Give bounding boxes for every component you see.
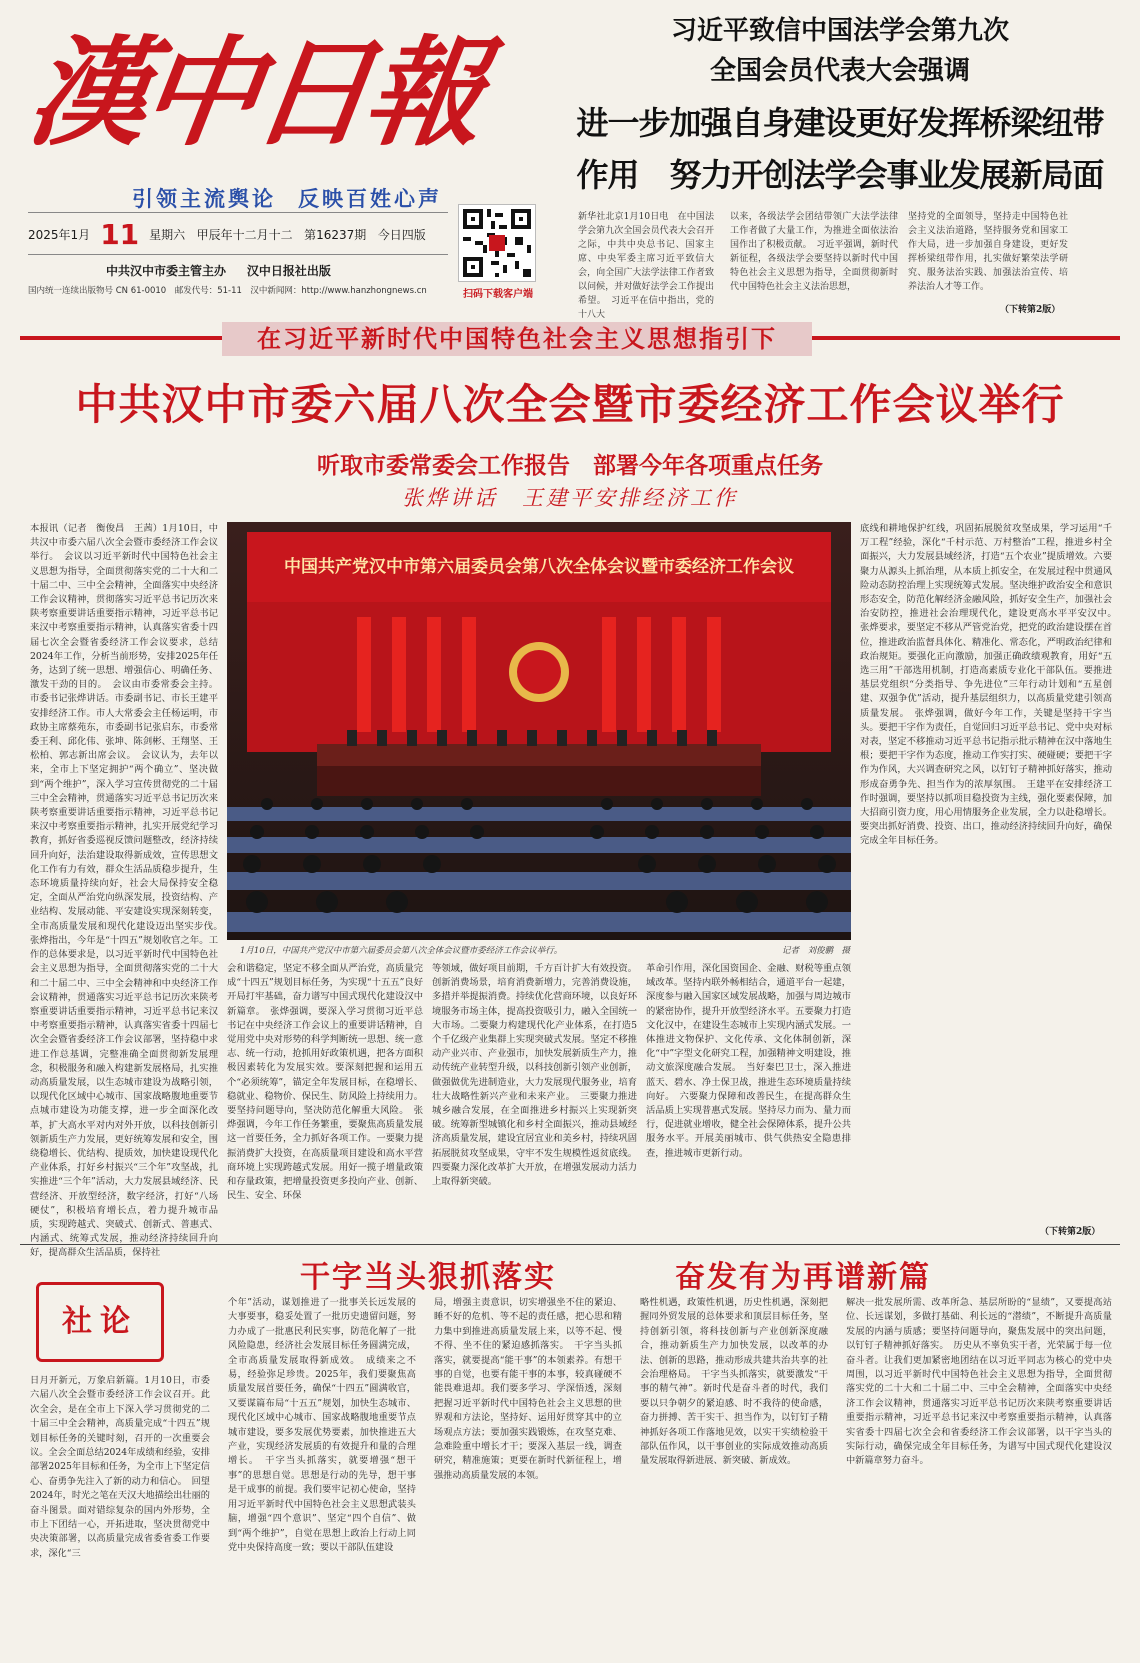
- article-col-mid-2: 等领域，做好项目前期，千方百计扩大有效投资。创新消费场景，培育消费新增力，完善消费设施，多措并举提振消费。持续优化营商环境，以良好环境服务市场主体，提高投资吸引力，融入全国统一大市场。二要聚力构建现代化产业体系，在打造5个千亿级产业集群上实现突破式发展。坚定不移推动产业兴市、产业强市，加快发展新质生产力，推动传统产业转型升级，以科技创新引领产业创新，做强做优先进制造业，大力发展现代服务业，培育壮大战略性新兴产业和未来产业。 三要聚力推进城乡融合发展，在全面推进乡村振兴上实现新突破。统筹新型城镇化和乡村全面振兴，推动县域经济高质量发展，建设宜居宜业和美乡村，持续巩固拓展脱贫攻坚成果，守牢不发生规模性返贫底线。四要聚力深化改革扩大开放，在增强发展动力活力上取得新突破。: [432, 963, 637, 1188]
- main-subheadline-2: 张烨讲话 王建平安排经济工作: [402, 486, 738, 510]
- main-subheadline: 听取市委常委会工作报告 部署今年各项重点任务: [317, 453, 823, 479]
- lead-headline-2: 全国会员代表大会强调: [709, 56, 970, 86]
- issue-number: 第16237期: [304, 228, 367, 242]
- lead-headline-1: 习近平致信中国法学会第九次: [670, 16, 1009, 46]
- editorial-col-2: 个年”活动，谋划推进了一批事关长远发展的大事要事，稳妥处置了一批历史遗留问题，努力办成了一批惠民利民实事，防范化解了一批风险隐患，经济社会发展目标任务圆满完成，全市高质量发展取得新成效。 成绩来之不易，经验弥足珍贵。2025年，我们要聚焦高质量发展首要任务，确保“十四五”圆满收官，又要谋篇布局“十五五”规划，加快生态城市、现代化区域中心城市、国家战略腹地重要节点城市建设，要多发展优势要素，加快推进五大产业，实现经济发展质的有效提升和量的合理增长。 干字当头抓落实，就要增强“想干事”的思想自觉。思想是行动的先导，想干事是干成事的前提。我们要牢记初心使命，坚持用习近平新时代中国特色社会主义思想武装头脑，增强“四个意识”、坚定“四个自信”、做到“两个维护”，自觉在思想上政治上行动上同党中央保持高度一致；要以干部队伍建设: [228, 1297, 416, 1553]
- editorial-col-4: 略性机遇，政策性机遇，历史性机遇，深刻把握同外贸发展的总体要求和顶层目标任务，坚持创新引领，将科技创新与产业创新深度融合，推动新质生产力加快发展，以改革的办法、创新的思路，推动形成共建共治共享的社会治理格局。 干字当头抓落实，就要激发“干事的精气神”。新时代是奋斗者的时代，我们要以只争朝夕的紧迫感、时不我待的使命感，奋力拼搏、苦干实干、担当作为，以钉钉子精神抓好各项工作落地见效，以实干实绩检验干部队伍作风，以干事创业的实际成效推动高质量发展取得新进展、新突破、新成效。: [640, 1297, 828, 1467]
- editorial-rule: [20, 1244, 1120, 1245]
- editorial-col-5: 解决一批发展所需、改革所急、基层所盼的“显绩”，又要提高站位、长远谋划，多做打基础、利长远的“潜绩”，不断提升高质量发展的内涵与质感；要坚持问题导向，聚焦发展中的突出问题，以钉钉子精神抓好落实。 历史从不辜负实干者，光荣属于每一位奋斗者。让我们更加紧密地团结在以习近平同志为核心的党中央周围，以习近平新时代中国特色社会主义思想为指导，全面贯彻落实党的二十大和二十届二中、三中全会精神，全面落实中央经济工作会议精神，贯通落实习近平总书记历次来陕考察重要讲话重要指示精神，习近平总书记来汉中考察重要指示精神，认真落实省委十四届七次全会和省委经济工作会议部署，以干字当头的实际行动，确保完成全年目标任务，为谱写中国式现代化建设汉中新篇章努力奋斗。: [846, 1297, 1112, 1467]
- lunar-date: 甲辰年十二月十二: [196, 228, 293, 242]
- page-count: 今日四版: [377, 228, 426, 242]
- article-col-far-right: 底线和耕地保护红线，巩固拓展脱贫攻坚成果，学习运用“千万工程”经验，深化“千村示范、万村整治”工程，推进乡村全面振兴，大力发展县域经济，打造“五个农业”提质增效。六要聚力从源头上抓治理，从本质上抓安全，在发展过程中贯通风险动态防控治理上实现统筹式发展。坚决维护政治安全和意识形态安全，防范化解经济金融风险，抓好安全生产，加强社会治安防控，推进社会治理现代化，建设更高水平平安汉中。 张烨要求，要坚定不移从严管党治党，把党的政治建设摆在首位，推进政治监督具体化、精准化、常态化，严明政治纪律和政治规矩。要强化正向激励，加强正确政绩观教育，用好“五选三用”干部选用机制，打造高素质专业化干部队伍。要推进基层党组织“分类指导、争先进位”三年行动计划和“五星创建、双强争优”活动，提升基层组织力，以高质量党建引领高质量发展。 张烨强调，做好今年工作，关键是坚持干字当头。要把干字作为责任，自觉回归习近平总书记、党中央对标对表，坚定不移推动习近平总书记指示批示精神在汉中落地生根；要把干字作为态度，推动工作实打实、硬碰硬；要把干字作为作风，大兴调查研究之风，以钉钉子精神抓好落实，推动形成奋勇争先、担当作为的浓厚氛围。 王建平在安排经济工作时强调，要坚持以抓项目稳投资为主线，强化要素保障，加大招商引资力度，用心用情服务企业发展，全力以赴稳增长。要突出抓好消费、投资、出口，推动经济持续回升向好，确保完成全年目标任务。: [860, 523, 1122, 847]
- slogan-left: 引领主流舆论: [132, 187, 276, 211]
- qr-code[interactable]: [458, 204, 536, 282]
- sponsor: 中共汉中市委主管主办: [106, 264, 227, 278]
- meeting-photo: [227, 522, 851, 940]
- lead-body-col-3: 坚持党的全面领导，坚持走中国特色社会主义法治道路，坚持服务党和国家工作大局，进一步加强自身建设，更好发挥桥梁纽带作用，扎实做好繁荣法学研究、服务法治实践、加强法治宣传、培养法治人才等工作。: [908, 212, 1068, 292]
- masthead-rule-top: [28, 212, 448, 213]
- qr-download-label[interactable]: 扫码下载客户端: [463, 289, 533, 300]
- masthead-rule-mid: [28, 254, 448, 255]
- editorial-title-2: 奋发有为再谱新篇: [675, 1260, 931, 1295]
- lead-continue-link[interactable]: （下转第2版）: [1000, 305, 1061, 315]
- editorial-col-1: 日月开新元，万象启新篇。1月10日，市委六届八次全会暨市委经济工作会议召开。此次全会，是在全市上下深入学习贯彻党的二十届三中全会精神，高质量完成“十四五”规划目标任务的关键时刻，召开的一次重要会议。全会全面总结2024年成绩和经验，安排部署2025年目标和任务，为全市上下坚定信心、奋勇争先注入了新的动力和信心。 回望2024年，时光之笔在天汉大地描绘出壮丽的奋斗图景。面对错综复杂的国内外形势，全市上下团结一心，开拓进取，坚决贯彻党中央决策部署，以高质量完成省委省委工作要求，深化“三: [30, 1375, 210, 1559]
- qr-code-icon: [459, 205, 535, 281]
- lead-headline-4: 作用 努力开创法学会事业发展新局面: [576, 156, 1104, 194]
- newspaper-logo: 漢中日報: [20, 23, 488, 162]
- weekday: 星期六: [149, 228, 186, 242]
- issue-date-line: [28, 218, 448, 251]
- article-col-mid-1: 会和谐稳定，坚定不移全面从严治党，高质量完成“十四五”规划目标任务，为实现“十五五”良好开局打牢基础，奋力谱写中国式现代化建设汉中新篇章。 张烨强调，要深入学习贯彻习近平总书记在中央经济工作会议上的重要讲话精神，自觉用党中央对形势的科学判断统一思想、统一意志、统一行动，抢抓用好政策机遇，把各方面积极因素转化为发展实效。要深刻把握和运用五个“必须统筹”，锚定全年发展目标，在稳增长、稳就业、稳物价、保民生、防风险上持续用力。要坚持问题导向，坚决防范化解重大风险。 张烨强调，今年工作任务繁重，要聚焦高质量发展这一首要任务，全力抓好各项工作。一要聚力提振消费扩大投资，在高质量项目建设和高水平营商环境上实现跨越式发展。用好一揽子增量政策和存量政策，把增量投资更多投向产业、创新、民生、安全、环保: [227, 963, 423, 1202]
- meeting-photo-image: [227, 522, 851, 940]
- article-continue-link[interactable]: （下转第2版）: [1040, 1227, 1101, 1237]
- slogan-right: 反映百姓心声: [298, 187, 442, 211]
- photo-backdrop-text: 中国共产党汉中市第六届委员会第八次全体会议暨市委经济工作会议: [284, 557, 794, 577]
- editorial-col-3: 局，增强主责意识，切实增强坐不住的紧迫、睡不好的危机、等不起的责任感，把心思和精力集中到推进高质量发展上来，以等不起、慢不得、坐不住的紧迫感抓落实。 干字当头抓落实，就要提高“能干事”的本领素养。有想干事的自觉，也要有能干事的本事，较真碰硬不能畏难退却。我们要多学习、学深悟透，深刻把握习近平新时代中国特色社会主义思想的世界观和方法论，坚持好、运用好贯穿其中的立场观点方法；要加强实践锻炼，在攻坚克难、急难险重中增长才干；要深入基层一线，调查研究，精准施策；更要在新时代新征程上，增强推动高质量发展的本领。: [434, 1297, 622, 1481]
- date-year-month: 2025年1月: [28, 228, 91, 242]
- article-col-left: 本报讯（记者 衡俊昌 王茜）1月10日，中共汉中市委六届八次全会暨市委经济工作会议举行。 会议以习近平新时代中国特色社会主义思想为指导，全面贯彻落实党的二十大和二十届二中、三中全会精神，全面落实中央经济工作会议精神，贯彻落实习近平总书记历次来陕考察重要讲话重要指示精神，习近平总书记来汉中考察重要指示精神，认真落实省委十四届七次全会暨省委经济工作会议要求，总结2024年工作，分析当前形势，安排2025年任务，达到了统一思想、增强信心、明确任务、激发干劲的目的。 会议由市委常委会主持。市委书记张烨讲话。市委副书记、市长王建平安排经济工作。市人大常委会主任杨运明，市政协主席蔡苑东，市委副书记张启东，市委常委王利、邱化伟、张坤、陈剑彬、王翔坚、王松柏、郭志新出席会议。 会议认为，去年以来，全市上下坚定拥护“两个确立”、坚决做到“两个维护”，深入学习宣传贯彻党的二十届三中全会精神，贯通落实习近平总书记历次来陕考察重要讲话重要指示精神，习近平总书记来汉中考察重要指示精神，扎实开展党纪学习教育，抓好省委巡视反馈问题整改，经济持续回升向好，法治建设取得新成效，宣传思想文化工作有力有效，群众生活品质稳步提升，生态环境质量持续向好，社会大局保持安全稳定，全面从严治党向纵深发展，投资结构、产业结构、发展动能、平安建设实现深刻转变，全市高质量发展和现代化建设迈出坚实步伐。 张烨指出，今年是“十四五”规划收官之年。工作的总体要求是，以习近平新时代中国特色社会主义思想为指导，全面贯彻落实党的二十大和二十届二中、三中全会精神和中央经济工作会议精神，贯通落实习近平总书记历次来陕考察重要讲话重要指示精神，习近平总书记来汉中考察重要指示精神，认真落实省委十四届七次全会暨省委经济工作会议部署，坚持稳中求进工作总基调，完整准确全面贯彻新发展理念，积极服务和融入构建新发展格局，扎实推动高质量发展，以生态城市建设为战略引领，以现代化区域中心城市、国家战略腹地重要节点城市建设为功能支撑，进一步全面深化改革，扩大高水平对内对外开放，以科技创新引领新质生产力发展，更好统筹发展和安全，围绕稳增长、优结构、提质效，加快建设现代化产业体系，打好乡村振兴“三个年”攻坚战，扎实推进“三个年”活动，大力发展县域经济、民营经济、开放型经济，数字经济，打好“八场硬仗”，积极培育增长点，着力提升城市品质，实现跨越式、突破式、创新式、普惠式、内涵式、统筹式发展，推动经济持续回升向好，提高群众生活品质，保持社: [30, 523, 228, 1259]
- lead-headline-3: 进一步加强自身建设更好发挥桥梁纽带: [576, 104, 1104, 142]
- banner-kicker: 在习近平新时代中国特色社会主义思想指引下: [257, 325, 777, 353]
- article-col-right: 革命引作用，深化国资国企、金融、财税等重点领域改革。坚持内联外畅相结合，通道平台一起建，深度参与融入国家区域发展战略，加强与周边城市的紧密协作，提升开放型经济水平。五要聚力打造文化汉中，在建设生态城市上实现内涵式发展。一体推进文物保护、文化传承、文化体制创新，深化“中”字型文化研究工程，加强精神文明建设，推动文旅深度融合发展。 当好秦巴卫士，深入推进蓝天、碧水、净土保卫战，推进生态环境质量持续向好。 六要聚力保障和改善民生，在提高群众生活品质上实现普惠式发展。坚持尽力而为、量力而行，促进就业增收，健全社会保障体系，提升公共服务水平。开展美丽城市、供气供热安全隐患排查，推进城市更新行动。: [646, 963, 851, 1159]
- lead-body-col-2: 以来，各级法学会团结带领广大法学法律工作者做了大量工作，为推进全面依法治国作出了积极贡献。 习近平强调，新时代新征程，各级法学会要坚持以新时代中国特色社会主义思想为指导，全面贯彻新时代中国特色社会主义法治思想，: [730, 212, 898, 292]
- lead-body-col-1: 新华社北京1月10日电 在中国法学会第九次全国会员代表大会召开之际，中共中央总书记、国家主席、中央军委主席习近平致信大会，向全国广大法学法律工作者致以问候，并对做好法学会工作提出希望。 习近平在信中指出，党的十八大: [578, 212, 714, 320]
- publisher: 汉中日报社出版: [246, 264, 331, 278]
- photo-credit: 记者 刘俊鹏 摄: [781, 946, 850, 956]
- editorial-title-1: 干字当头狠抓落实: [300, 1260, 556, 1295]
- main-headline: 中共汉中市委六届八次全会暨市委经济工作会议举行: [75, 380, 1065, 429]
- registration-line: 国内统一连续出版物号 CN 61-0010 邮发代号：51-11 汉中新闻网：http://www.hanzhongnews.cn: [28, 286, 427, 296]
- editorial-badge: 社论: [36, 1282, 164, 1362]
- date-day: 11: [100, 218, 140, 251]
- photo-caption: 1月10日，中国共产党汉中市第六届委员会第八次全体会议暨市委经济工作会议举行。: [240, 946, 563, 956]
